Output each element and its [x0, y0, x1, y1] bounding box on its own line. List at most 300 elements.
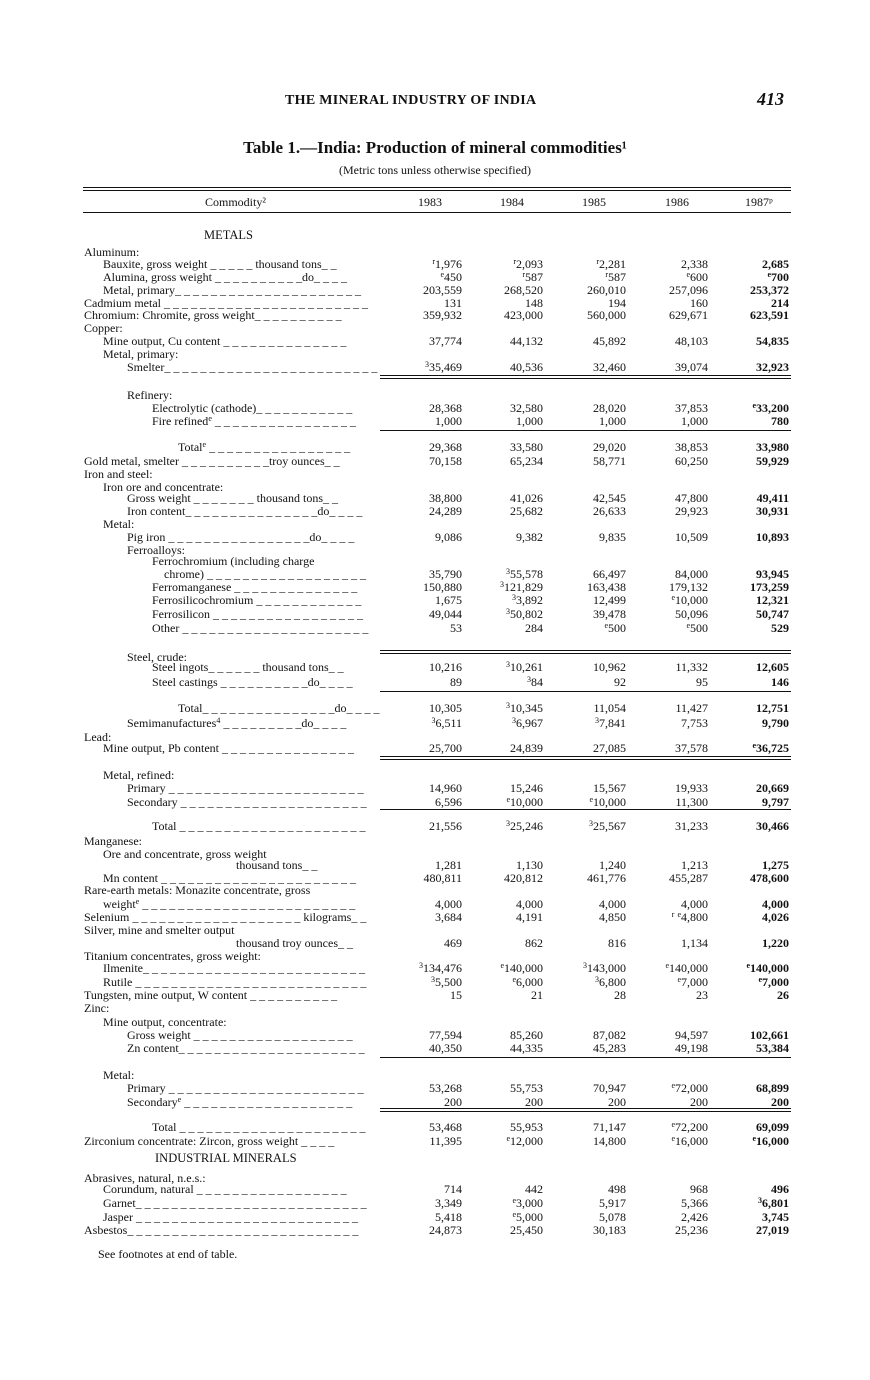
row-label: Metal, refined: — [103, 768, 175, 782]
cell-1986: 4,000 — [681, 897, 708, 911]
row-label: Garnet_ _ _ _ _ _ _ _ _ _ _ _ _ _ _ _ _ _ _ _ _ _ _ _ _ _ — [103, 1196, 367, 1210]
cell-1983: 359,932 — [423, 308, 462, 322]
cell-1986: 2,426 — [681, 1210, 708, 1224]
cell-1987: 12,605 — [756, 660, 789, 674]
running-head: THE MINERAL INDUSTRY OF INDIA — [285, 93, 537, 108]
cell-1985: 5,917 — [599, 1196, 626, 1210]
cell-1985: 26,633 — [593, 504, 626, 518]
cell-1983: 5,418 — [435, 1210, 462, 1224]
table-top-rule-2 — [83, 190, 791, 191]
row-label: Metal: — [103, 1068, 135, 1082]
cell-1986: 47,800 — [675, 491, 708, 505]
cell-1985: 9,835 — [599, 530, 626, 544]
cell-1985: 1,240 — [599, 858, 626, 872]
row-label: Copper: — [84, 321, 123, 335]
cell-1983: 469 — [444, 936, 462, 950]
cell-1985: 58,771 — [593, 454, 626, 468]
cell-1985: 11,054 — [593, 701, 626, 715]
cell-1984: $^3$55,578 — [506, 567, 543, 581]
row-label: Pig iron _ _ _ _ _ _ _ _ _ _ _ _ _ _ _ _do_ _ _ _ — [127, 530, 355, 544]
cell-1986: $^e$72,000 — [671, 1081, 708, 1095]
cell-1987: 4,000 — [762, 897, 789, 911]
cell-1983: 200 — [444, 1095, 462, 1109]
cell-1987: $^e$36,725 — [752, 741, 789, 755]
cell-1987: 146 — [771, 675, 789, 689]
cell-1985: 4,000 — [599, 897, 626, 911]
cell-1986: 200 — [690, 1095, 708, 1109]
cell-1987: 68,899 — [756, 1081, 789, 1095]
row-label: Corundum, natural _ _ _ _ _ _ _ _ _ _ _ _ _ _ _ _ _ — [103, 1182, 347, 1196]
cell-1986: $^e$140,000 — [665, 961, 708, 975]
cell-1984: $^e$3,000 — [512, 1196, 543, 1210]
cell-1983: 29,368 — [429, 440, 462, 454]
row-label: Manganese: — [84, 834, 142, 848]
cell-1986: 84,000 — [675, 567, 708, 581]
cell-1987: 4,026 — [762, 910, 789, 924]
cell-1985: $^3$143,000 — [583, 961, 626, 975]
row-label: Secondary$^e$ _ _ _ _ _ _ _ _ _ _ _ _ _ _ _ _ _ _ _ — [127, 1095, 353, 1109]
cell-1985: 15,567 — [593, 781, 626, 795]
cell-1986: 968 — [690, 1182, 708, 1196]
cell-1987: 27,019 — [756, 1223, 789, 1237]
row-label: Ferrosilicon _ _ _ _ _ _ _ _ _ _ _ _ _ _ _ _ _ — [152, 607, 363, 621]
row-label: Chromium: Chromite, gross weight_ _ _ _ _ _ _ _ _ _ — [84, 308, 342, 322]
cell-1985: 45,283 — [593, 1041, 626, 1055]
row-label: Iron ore and concentrate: — [103, 480, 224, 494]
cell-1986: $^e$16,000 — [671, 1134, 708, 1148]
cell-1984: $^3$10,345 — [506, 701, 543, 715]
cell-1983: 1,281 — [435, 858, 462, 872]
cell-1985: 28,020 — [593, 401, 626, 415]
cell-1983: 10,305 — [429, 701, 462, 715]
cell-1985: 200 — [608, 1095, 626, 1109]
cell-1983: $^3$6,511 — [431, 716, 462, 730]
cell-1987: $^e$33,200 — [752, 401, 789, 415]
cell-1983: 9,086 — [435, 530, 462, 544]
cell-1987: $^e$700 — [767, 270, 789, 284]
cell-1983: 10,216 — [429, 660, 462, 674]
cell-1987: 623,591 — [750, 308, 789, 322]
cell-1983: 480,811 — [423, 871, 462, 885]
cell-1984: 423,000 — [504, 308, 543, 322]
cell-1986: 179,132 — [669, 580, 708, 594]
cell-1984: 1,130 — [516, 858, 543, 872]
cell-1984: $^e$5,000 — [512, 1210, 543, 1224]
cell-1987: 26 — [777, 988, 789, 1002]
cell-1984: $^3$10,261 — [506, 660, 543, 674]
header-1985: 1985 — [582, 195, 606, 209]
cell-1985: 30,183 — [593, 1223, 626, 1237]
cell-1985: 45,892 — [593, 334, 626, 348]
row-label: Gold metal, smelter _ _ _ _ _ _ _ _ _ _troy ounces_ _ — [84, 454, 340, 468]
cell-1987: 1,220 — [762, 936, 789, 950]
cell-1987: 69,099 — [756, 1120, 789, 1134]
row-label: Gross weight _ _ _ _ _ _ _ thousand tons_ _ — [127, 491, 338, 505]
cell-1986: 5,366 — [681, 1196, 708, 1210]
cell-1986: 629,671 — [669, 308, 708, 322]
cell-1985: 70,947 — [593, 1081, 626, 1095]
cell-1983: 24,873 — [429, 1223, 462, 1237]
row-label: Total _ _ _ _ _ _ _ _ _ _ _ _ _ _ _ _ _ _ _ _ _ — [152, 1120, 366, 1134]
row-label: Secondary _ _ _ _ _ _ _ _ _ _ _ _ _ _ _ _ _ _ _ _ _ — [127, 795, 367, 809]
cell-1986: $^e$10,000 — [671, 593, 708, 607]
cell-1986: 95 — [696, 675, 708, 689]
cell-1986: 19,933 — [675, 781, 708, 795]
row-label: Titanium concentrates, gross weight: — [84, 949, 261, 963]
row-label: Zn content_ _ _ _ _ _ _ _ _ _ _ _ _ _ _ _ _ _ _ _ _ — [127, 1041, 365, 1055]
cell-1985: 163,438 — [587, 580, 626, 594]
cell-1983: 49,044 — [429, 607, 462, 621]
row-label: Mine output, Pb content _ _ _ _ _ _ _ _ _ _ _ _ _ _ _ — [103, 741, 354, 755]
cell-1986: $^e$600 — [686, 270, 708, 284]
cell-1983: 6,596 — [435, 795, 462, 809]
row-label: Total_ _ _ _ _ _ _ _ _ _ _ _ _ _ _do_ _ _ _ — [178, 701, 380, 715]
row-label: Alumina, gross weight _ _ _ _ _ _ _ _ _ _do_ _ _ _ — [103, 270, 347, 284]
row-label: Iron and steel: — [84, 467, 153, 481]
header-1983: 1983 — [418, 195, 442, 209]
cell-1984: 200 — [525, 1095, 543, 1109]
cell-1987: 59,929 — [756, 454, 789, 468]
row-label: Ferrochromium (including charge — [152, 554, 315, 568]
row-label: Other _ _ _ _ _ _ _ _ _ _ _ _ _ _ _ _ _ _ _ _ _ — [152, 621, 369, 635]
row-label: Rutile _ _ _ _ _ _ _ _ _ _ _ _ _ _ _ _ _ _ _ _ _ _ _ _ _ _ — [103, 975, 367, 989]
cell-1985: 42,545 — [593, 491, 626, 505]
cell-1984: $^3$6,967 — [512, 716, 543, 730]
cell-1987: $^3$6,801 — [758, 1196, 789, 1210]
row-label: thousand troy ounces_ _ — [236, 936, 353, 950]
cell-1983: 3,349 — [435, 1196, 462, 1210]
row-label: Fire refined$^e$ _ _ _ _ _ _ _ _ _ _ _ _ _ _ _ _ — [152, 414, 356, 428]
cell-1984: 15,246 — [510, 781, 543, 795]
cell-1984: $^r$2,093 — [513, 257, 543, 271]
cell-1987: 200 — [771, 1095, 789, 1109]
row-label: Selenium _ _ _ _ _ _ _ _ _ _ _ _ _ _ _ _ _ _ _ kilograms_ _ — [84, 910, 367, 924]
table-subtitle: (Metric tons unless otherwise specified) — [339, 163, 531, 177]
rule-zinc-mine — [380, 1057, 791, 1058]
cell-1987: 780 — [771, 414, 789, 428]
row-label: chrome) _ _ _ _ _ _ _ _ _ _ _ _ _ _ _ _ _ _ — [164, 567, 366, 581]
row-label: Iron content_ _ _ _ _ _ _ _ _ _ _ _ _ _ _do_ _ _ _ — [127, 504, 363, 518]
row-label: Steel ingots_ _ _ _ _ _ thousand tons_ _ — [152, 660, 344, 674]
cell-1985: 28 — [614, 988, 626, 1002]
cell-1984: $^e$6,000 — [512, 975, 543, 989]
cell-1985: $^3$6,800 — [595, 975, 626, 989]
cell-1986: 11,300 — [675, 795, 708, 809]
cell-1987: 32,923 — [756, 360, 789, 374]
cell-1986: 39,074 — [675, 360, 708, 374]
cell-1983: 714 — [444, 1182, 462, 1196]
cell-1986: 1,134 — [681, 936, 708, 950]
cell-1984: 32,580 — [510, 401, 543, 415]
cell-1984: 420,812 — [504, 871, 543, 885]
cell-1983: $^r$1,976 — [432, 257, 462, 271]
row-label: Lead: — [84, 730, 112, 744]
cell-1987: 1,275 — [762, 858, 789, 872]
cell-1983: 37,774 — [429, 334, 462, 348]
rule-copper-refined — [380, 430, 791, 431]
cell-1986: 11,332 — [675, 660, 708, 674]
cell-1987: 253,372 — [750, 283, 789, 297]
row-label: Cadmium metal _ _ _ _ _ _ _ _ _ _ _ _ _ _ _ _ _ _ _ _ _ _ _ — [84, 296, 368, 310]
header-1986: 1986 — [665, 195, 689, 209]
cell-1987: 50,747 — [756, 607, 789, 621]
cell-1984: 442 — [525, 1182, 543, 1196]
cell-1986: 29,923 — [675, 504, 708, 518]
cell-1983: 70,158 — [429, 454, 462, 468]
cell-1986: 60,250 — [675, 454, 708, 468]
cell-1985: 32,460 — [593, 360, 626, 374]
cell-1984: 24,839 — [510, 741, 543, 755]
cell-1985: 87,082 — [593, 1028, 626, 1042]
row-label: thousand tons_ _ — [236, 858, 318, 872]
row-label: Ferromanganese _ _ _ _ _ _ _ _ _ _ _ _ _ _ — [152, 580, 358, 594]
cell-1987: 2,685 — [762, 257, 789, 271]
cell-1984: $^e$140,000 — [500, 961, 543, 975]
row-label: Zinc: — [84, 1001, 110, 1015]
cell-1984: 4,000 — [516, 897, 543, 911]
cell-1986: 10,509 — [675, 530, 708, 544]
rule-lead-metal — [380, 809, 791, 810]
row-label: Refinery: — [127, 388, 173, 402]
cell-1986: 455,287 — [669, 871, 708, 885]
row-label: Silver, mine and smelter output — [84, 923, 235, 937]
cell-1986: 23 — [696, 988, 708, 1002]
cell-1983: 15 — [450, 988, 462, 1002]
row-label: Metal: — [103, 517, 135, 531]
cell-1983: 1,675 — [435, 593, 462, 607]
cell-1983: 21,556 — [429, 819, 462, 833]
row-label: Ore and concentrate, gross weight — [103, 847, 267, 861]
row-label: Total _ _ _ _ _ _ _ _ _ _ _ _ _ _ _ _ _ _ _ _ _ — [152, 819, 366, 833]
cell-1987: 12,321 — [756, 593, 789, 607]
cell-1983: 35,790 — [429, 567, 462, 581]
row-label: Semimanufactures$^4$ _ _ _ _ _ _ _ _ _do_ _ _ _ — [127, 716, 347, 730]
cell-1985: 66,497 — [593, 567, 626, 581]
cell-1983: 53,468 — [429, 1120, 462, 1134]
cell-1984: 65,234 — [510, 454, 543, 468]
cell-1984: 40,536 — [510, 360, 543, 374]
cell-1984: $^e$12,000 — [506, 1134, 543, 1148]
cell-1984: 268,520 — [504, 283, 543, 297]
cell-1986: 160 — [690, 296, 708, 310]
cell-1985: 498 — [608, 1182, 626, 1196]
cell-1986: 94,597 — [675, 1028, 708, 1042]
row-label: Mn content _ _ _ _ _ _ _ _ _ _ _ _ _ _ _ _ _ _ _ _ _ _ — [103, 871, 356, 885]
cell-1986: 257,096 — [669, 283, 708, 297]
cell-1983: 24,289 — [429, 504, 462, 518]
cell-1985: $^3$7,841 — [595, 716, 626, 730]
row-label: Primary _ _ _ _ _ _ _ _ _ _ _ _ _ _ _ _ _ _ _ _ _ _ — [127, 1081, 364, 1095]
rule-smelter — [380, 375, 791, 379]
cell-1984: 862 — [525, 936, 543, 950]
cell-1986: $^e$500 — [686, 621, 708, 635]
cell-1984: 55,953 — [510, 1120, 543, 1134]
cell-1984: $^3$84 — [527, 675, 543, 689]
cell-1985: $^e$10,000 — [589, 795, 626, 809]
cell-1983: 203,559 — [423, 283, 462, 297]
cell-1987: 9,790 — [762, 716, 789, 730]
row-label: Electrolytic (cathode)_ _ _ _ _ _ _ _ _ _ _ — [152, 401, 353, 415]
cell-1984: $^3$25,246 — [506, 819, 543, 833]
cell-1986: 31,233 — [675, 819, 708, 833]
cell-1987: 49,411 — [756, 491, 789, 505]
cell-1987: 9,797 — [762, 795, 789, 809]
cell-1983: 25,700 — [429, 741, 462, 755]
cell-1986: 2,338 — [681, 257, 708, 271]
cell-1987: 12,751 — [756, 701, 789, 715]
cell-1987: $^e$140,000 — [746, 961, 789, 975]
cell-1984: 44,132 — [510, 334, 543, 348]
row-label: Asbestos_ _ _ _ _ _ _ _ _ _ _ _ _ _ _ _ _ _ _ _ _ _ _ _ _ _ — [84, 1223, 359, 1237]
cell-1985: 71,147 — [593, 1120, 626, 1134]
cell-1985: 461,776 — [587, 871, 626, 885]
cell-1983: $^3$5,500 — [431, 975, 462, 989]
cell-1987: 102,661 — [750, 1028, 789, 1042]
cell-1984: 25,682 — [510, 504, 543, 518]
cell-1984: 25,450 — [510, 1223, 543, 1237]
cell-1987: 54,835 — [756, 334, 789, 348]
cell-1984: 41,026 — [510, 491, 543, 505]
row-label: Rare-earth metals: Monazite concentrate, gross — [84, 883, 311, 897]
row-label: Mine output, concentrate: — [103, 1015, 227, 1029]
row-label: Mine output, Cu content _ _ _ _ _ _ _ _ _ _ _ _ _ _ — [103, 334, 347, 348]
cell-1985: 14,800 — [593, 1134, 626, 1148]
cell-1987: 10,893 — [756, 530, 789, 544]
page-number: 413 — [757, 89, 784, 109]
cell-1983: 28,368 — [429, 401, 462, 415]
cell-1983: 3,684 — [435, 910, 462, 924]
cell-1984: $^3$121,829 — [500, 580, 543, 594]
cell-1986: 48,103 — [675, 334, 708, 348]
row-label: Steel castings _ _ _ _ _ _ _ _ _ _do_ _ _ _ — [152, 675, 353, 689]
cell-1986: 1,000 — [681, 414, 708, 428]
row-label: weight$^e$ _ _ _ _ _ _ _ _ _ _ _ _ _ _ _ _ _ _ _ _ _ _ _ _ — [103, 897, 356, 911]
cell-1984: $^r$587 — [522, 270, 543, 284]
cell-1985: 5,078 — [599, 1210, 626, 1224]
cell-1986: 38,853 — [675, 440, 708, 454]
cell-1987: 214 — [771, 296, 789, 310]
row-label: Bauxite, gross weight _ _ _ _ _ thousand tons_ _ — [103, 257, 337, 271]
cell-1984: 55,753 — [510, 1081, 543, 1095]
cell-1987: 173,259 — [750, 580, 789, 594]
section-industrial-minerals: INDUSTRIAL MINERALS — [155, 1151, 297, 1165]
row-label: Primary _ _ _ _ _ _ _ _ _ _ _ _ _ _ _ _ _ _ _ _ _ _ — [127, 781, 364, 795]
row-label: Ilmenite_ _ _ _ _ _ _ _ _ _ _ _ _ _ _ _ _ _ _ _ _ _ _ _ _ — [103, 961, 365, 975]
cell-1983: 131 — [444, 296, 462, 310]
cell-1983: $^3$134,476 — [419, 961, 462, 975]
cell-1984: $^3$50,802 — [506, 607, 543, 621]
cell-1985: 560,000 — [587, 308, 626, 322]
cell-1987: 478,600 — [750, 871, 789, 885]
rule-zinc-metal — [380, 1108, 791, 1112]
cell-1983: 89 — [450, 675, 462, 689]
cell-1986: 1,213 — [681, 858, 708, 872]
row-label: Smelter_ _ _ _ _ _ _ _ _ _ _ _ _ _ _ _ _ _ _ _ _ _ _ _ — [127, 360, 378, 374]
cell-1987: 529 — [771, 621, 789, 635]
cell-1985: $^r$2,281 — [596, 257, 626, 271]
section-metals: METALS — [204, 228, 253, 242]
cell-1983: 53,268 — [429, 1081, 462, 1095]
row-label: Gross weight _ _ _ _ _ _ _ _ _ _ _ _ _ _ _ _ _ _ — [127, 1028, 353, 1042]
cell-1986: 50,096 — [675, 607, 708, 621]
cell-1984: 4,191 — [516, 910, 543, 924]
cell-1984: 21 — [531, 988, 543, 1002]
rule-ferroalloys — [380, 650, 791, 654]
cell-1983: 38,800 — [429, 491, 462, 505]
cell-1985: 92 — [614, 675, 626, 689]
cell-1987: 53,384 — [756, 1041, 789, 1055]
cell-1985: 39,478 — [593, 607, 626, 621]
table-top-rule — [83, 187, 791, 188]
cell-1983: $^3$35,469 — [425, 360, 462, 374]
row-label: Zirconium concentrate: Zircon, gross weight _ _ _ _ — [84, 1134, 335, 1148]
cell-1984: $^e$10,000 — [506, 795, 543, 809]
cell-1983: 11,395 — [429, 1134, 462, 1148]
cell-1985: 4,850 — [599, 910, 626, 924]
cell-1987: 33,980 — [756, 440, 789, 454]
rule-lead-mine — [380, 756, 791, 760]
cell-1987: 3,745 — [762, 1210, 789, 1224]
cell-1987: 496 — [771, 1182, 789, 1196]
cell-1987: $^e$16,000 — [752, 1134, 789, 1148]
header-1987: 1987ᵖ — [745, 195, 773, 209]
cell-1984: 44,335 — [510, 1041, 543, 1055]
cell-1984: 9,382 — [516, 530, 543, 544]
cell-1984: 85,260 — [510, 1028, 543, 1042]
cell-1986: 7,753 — [681, 716, 708, 730]
header-bottom-rule — [83, 212, 791, 213]
header-1984: 1984 — [500, 195, 524, 209]
cell-1985: 29,020 — [593, 440, 626, 454]
cell-1987: 30,931 — [756, 504, 789, 518]
cell-1987: 30,466 — [756, 819, 789, 833]
cell-1984: 33,580 — [510, 440, 543, 454]
row-label: Abrasives, natural, n.e.s.: — [84, 1171, 206, 1185]
cell-1986: 25,236 — [675, 1223, 708, 1237]
cell-1985: $^e$500 — [604, 621, 626, 635]
cell-1986: 37,578 — [675, 741, 708, 755]
cell-1985: 260,010 — [587, 283, 626, 297]
rule-steel — [380, 691, 791, 692]
cell-1983: 14,960 — [429, 781, 462, 795]
row-label: Ferrosilicochromium _ _ _ _ _ _ _ _ _ _ _ _ — [152, 593, 362, 607]
cell-1985: 27,085 — [593, 741, 626, 755]
cell-1984: 1,000 — [516, 414, 543, 428]
cell-1986: 49,198 — [675, 1041, 708, 1055]
row-label: Jasper _ _ _ _ _ _ _ _ _ _ _ _ _ _ _ _ _ _ _ _ _ _ _ _ _ — [103, 1210, 358, 1224]
cell-1985: $^3$25,567 — [589, 819, 626, 833]
row-label: Steel, crude: — [127, 650, 187, 664]
cell-1983: $^e$450 — [440, 270, 462, 284]
cell-1984: $^3$3,892 — [512, 593, 543, 607]
cell-1986: $^e$72,200 — [671, 1120, 708, 1134]
row-label: Tungsten, mine output, W content _ _ _ _ _ _ _ _ _ _ — [84, 988, 338, 1002]
table-title: Table 1.—India: Production of mineral commodities¹ — [243, 138, 627, 157]
cell-1983: 40,350 — [429, 1041, 462, 1055]
cell-1983: 77,594 — [429, 1028, 462, 1042]
row-label: Metal, primary: — [103, 347, 179, 361]
cell-1985: 10,962 — [593, 660, 626, 674]
header-commodity: Commodity² — [205, 195, 266, 209]
row-label: Total$^e$ _ _ _ _ _ _ _ _ _ _ _ _ _ _ _ _ — [178, 440, 351, 454]
row-label: Aluminum: — [84, 245, 140, 259]
cell-1985: 816 — [608, 936, 626, 950]
cell-1987: $^e$7,000 — [758, 975, 789, 989]
row-label: Metal, primary_ _ _ _ _ _ _ _ _ _ _ _ _ _ _ _ _ _ _ _ _ — [103, 283, 361, 297]
cell-1987: 20,669 — [756, 781, 789, 795]
cell-1987: 93,945 — [756, 567, 789, 581]
cell-1983: 4,000 — [435, 897, 462, 911]
